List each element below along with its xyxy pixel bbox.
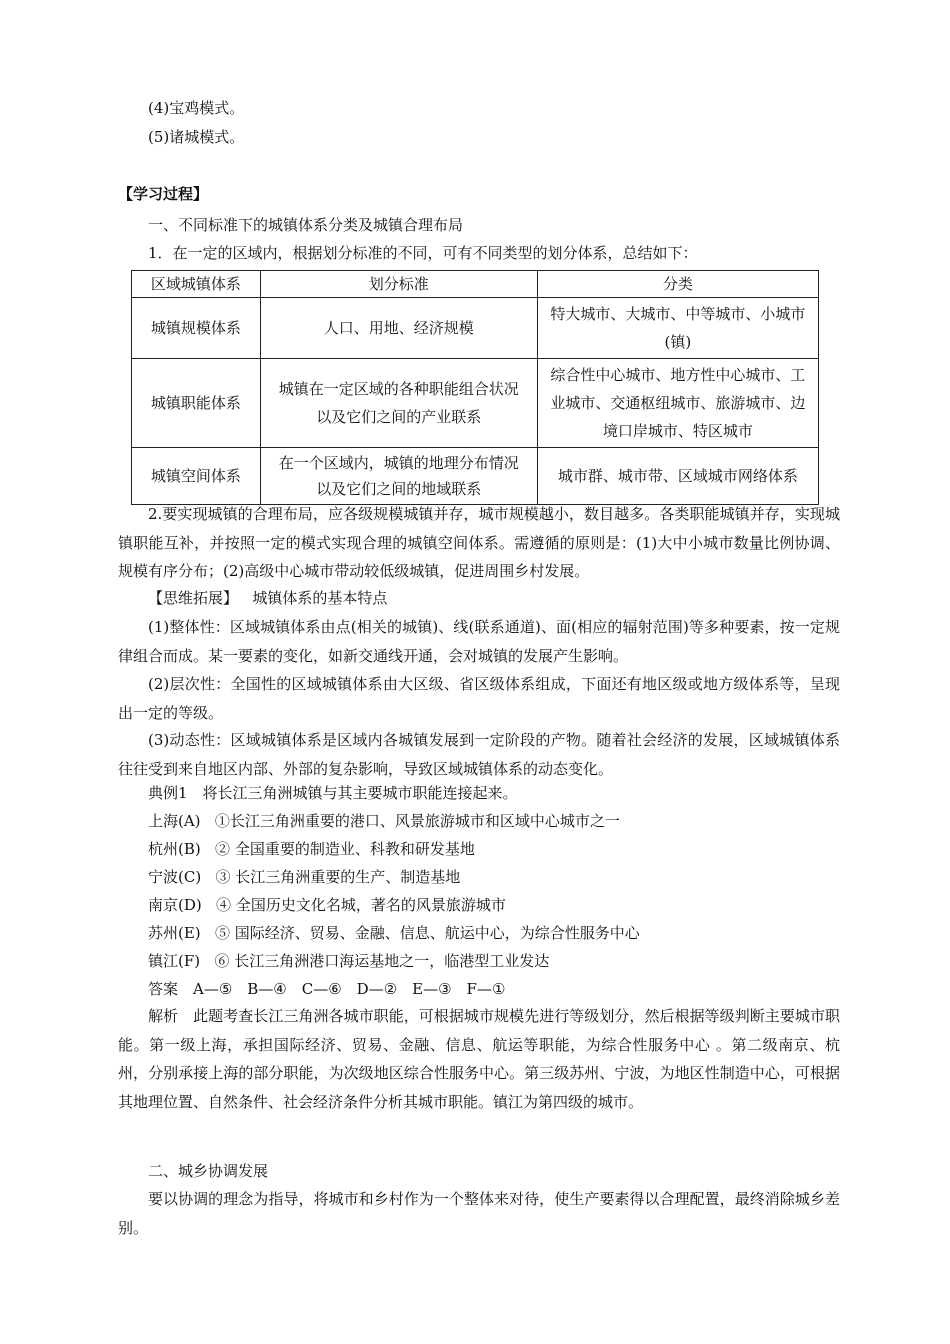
example-city: 宁波(C) [148,868,202,886]
section-heading: 【学习过程】 [118,185,209,203]
list-item [148,951,549,971]
table-header-cell: 划分标准 [260,271,537,298]
table-cell-standard: 在一个区域内，城镇的地理分布情况以及它们之间的地域联系 [260,448,537,505]
example-city: 上海(A) [148,812,201,830]
list-item [148,811,620,831]
part2-text: 要以协调的理念为指导，将城市和乡村作为一个整体来对待，使生产要素得以合理配置，最终消除城乡差别。 [118,1190,840,1237]
point1-text: 1．在一定的区域内，根据划分标准的不同，可有不同类型的划分体系，总结如下： [148,244,698,262]
example-city: 杭州(B) [148,840,201,858]
thinking-title: 城镇体系的基本特点 [252,589,388,607]
example-function: ⑤ 国际经济、贸易、金融、信息、航运中心，为综合性服务中心 [214,924,640,942]
example-analysis: 解析 此题考查长江三角洲各城市职能，可根据城市规模先进行等级划分，然后根据等级判断主要城市职能。第一级上海，承担国际经济、贸易、金融、信息、航运等职能，为综合性服务中心 。第二级南京、杭州，分别承接上海的部分职能，为次级地区综合性服务中心。第三级苏州、宁波，为地区性制造中心，可根据其地理位置、自然条件、社会经济条件分析其城市职能。镇江为第四级的城市。 [118,1007,840,1111]
table-cell-category: 城市群、城市带、区域城市网络体系 [537,448,818,505]
example-city: 南京(D) [148,896,202,914]
table-header-row [132,271,819,298]
part2-title: 二、城乡协调发展 [148,1162,269,1180]
table-cell-category: 综合性中心城市、地方性中心城市、工业城市、交通枢纽城市、旅游城市、边境口岸城市、特区城市 [537,359,818,448]
list-item [148,923,640,943]
table-row [132,448,819,505]
example-city: 镇江(F) [148,952,201,970]
thinking-heading [148,588,387,608]
intro-item-5: (5)诸城模式。 [148,128,245,146]
thinking-item-3: (3)动态性：区域城镇体系是区域内各城镇发展到一定阶段的产物。随着社会经济的发展，区域城镇体系往往受到来自地区内部、外部的复杂影响，导致区域城镇体系的动态变化。 [118,731,840,778]
table-header-cell: 分类 [537,271,818,298]
list-item [148,867,460,887]
thinking-label: 【思维拓展】 [148,589,239,607]
example-function: ①长江三角洲重要的港口、风景旅游城市和区域中心城市之一 [214,812,620,830]
example-answer: 答案 A—⑤ B—④ C—⑥ D—② E—③ F—① [148,980,506,998]
list-item [148,895,506,915]
table-cell-standard: 人口、用地、经济规模 [260,298,537,359]
example-city: 苏州(E) [148,924,201,942]
table-row [132,359,819,448]
table-cell-standard: 城镇在一定区域的各种职能组合状况以及它们之间的产业联系 [260,359,537,448]
table-row [132,298,819,359]
table-cell-category: 特大城市、大城市、中等城市、小城市(镇) [537,298,818,359]
list-item [148,839,475,859]
table-cell-system: 城镇规模体系 [132,298,261,359]
example-function: ③ 长江三角洲重要的生产、制造基地 [215,868,461,886]
table-cell-system: 城镇空间体系 [132,448,261,505]
example-function: ⑥ 长江三角洲港口海运基地之一，临港型工业发达 [214,952,550,970]
example-title: 典例1 将长江三角洲城镇与其主要城市职能连接起来。 [148,784,518,802]
example-function: ④ 全国历史文化名城，著名的风景旅游城市 [216,896,506,914]
classification-table [131,270,819,505]
table-header-cell: 区域城镇体系 [132,271,261,298]
thinking-item-2: (2)层次性：全国性的区域城镇体系由大区级、省区级体系组成，下面还有地区级或地方级体系等，呈现出一定的等级。 [118,675,840,722]
intro-item-4: (4)宝鸡模式。 [148,99,245,117]
point2-text: 2.要实现城镇的合理布局，应各级规模城镇并存，城市规模越小，数目越多。各类职能城镇并存，实现城镇职能互补，并按照一定的模式实现合理的城镇空间体系。需遵循的原则是：(1)大中小城市数量比例协调、规模有序分布；(2)高级中心城市带动较低级城镇，促进周围乡村发展。 [118,505,840,580]
part1-title: 一、不同标准下的城镇体系分类及城镇合理布局 [148,216,464,234]
example-function: ② 全国重要的制造业、科教和研发基地 [215,840,475,858]
table-cell-system: 城镇职能体系 [132,359,261,448]
thinking-item-1: (1)整体性：区域城镇体系由点(相关的城镇)、线(联系通道)、面(相应的辐射范围)等多种要素，按一定规律组合而成。某一要素的变化，如新交通线开通，会对城镇的发展产生影响。 [118,618,840,665]
